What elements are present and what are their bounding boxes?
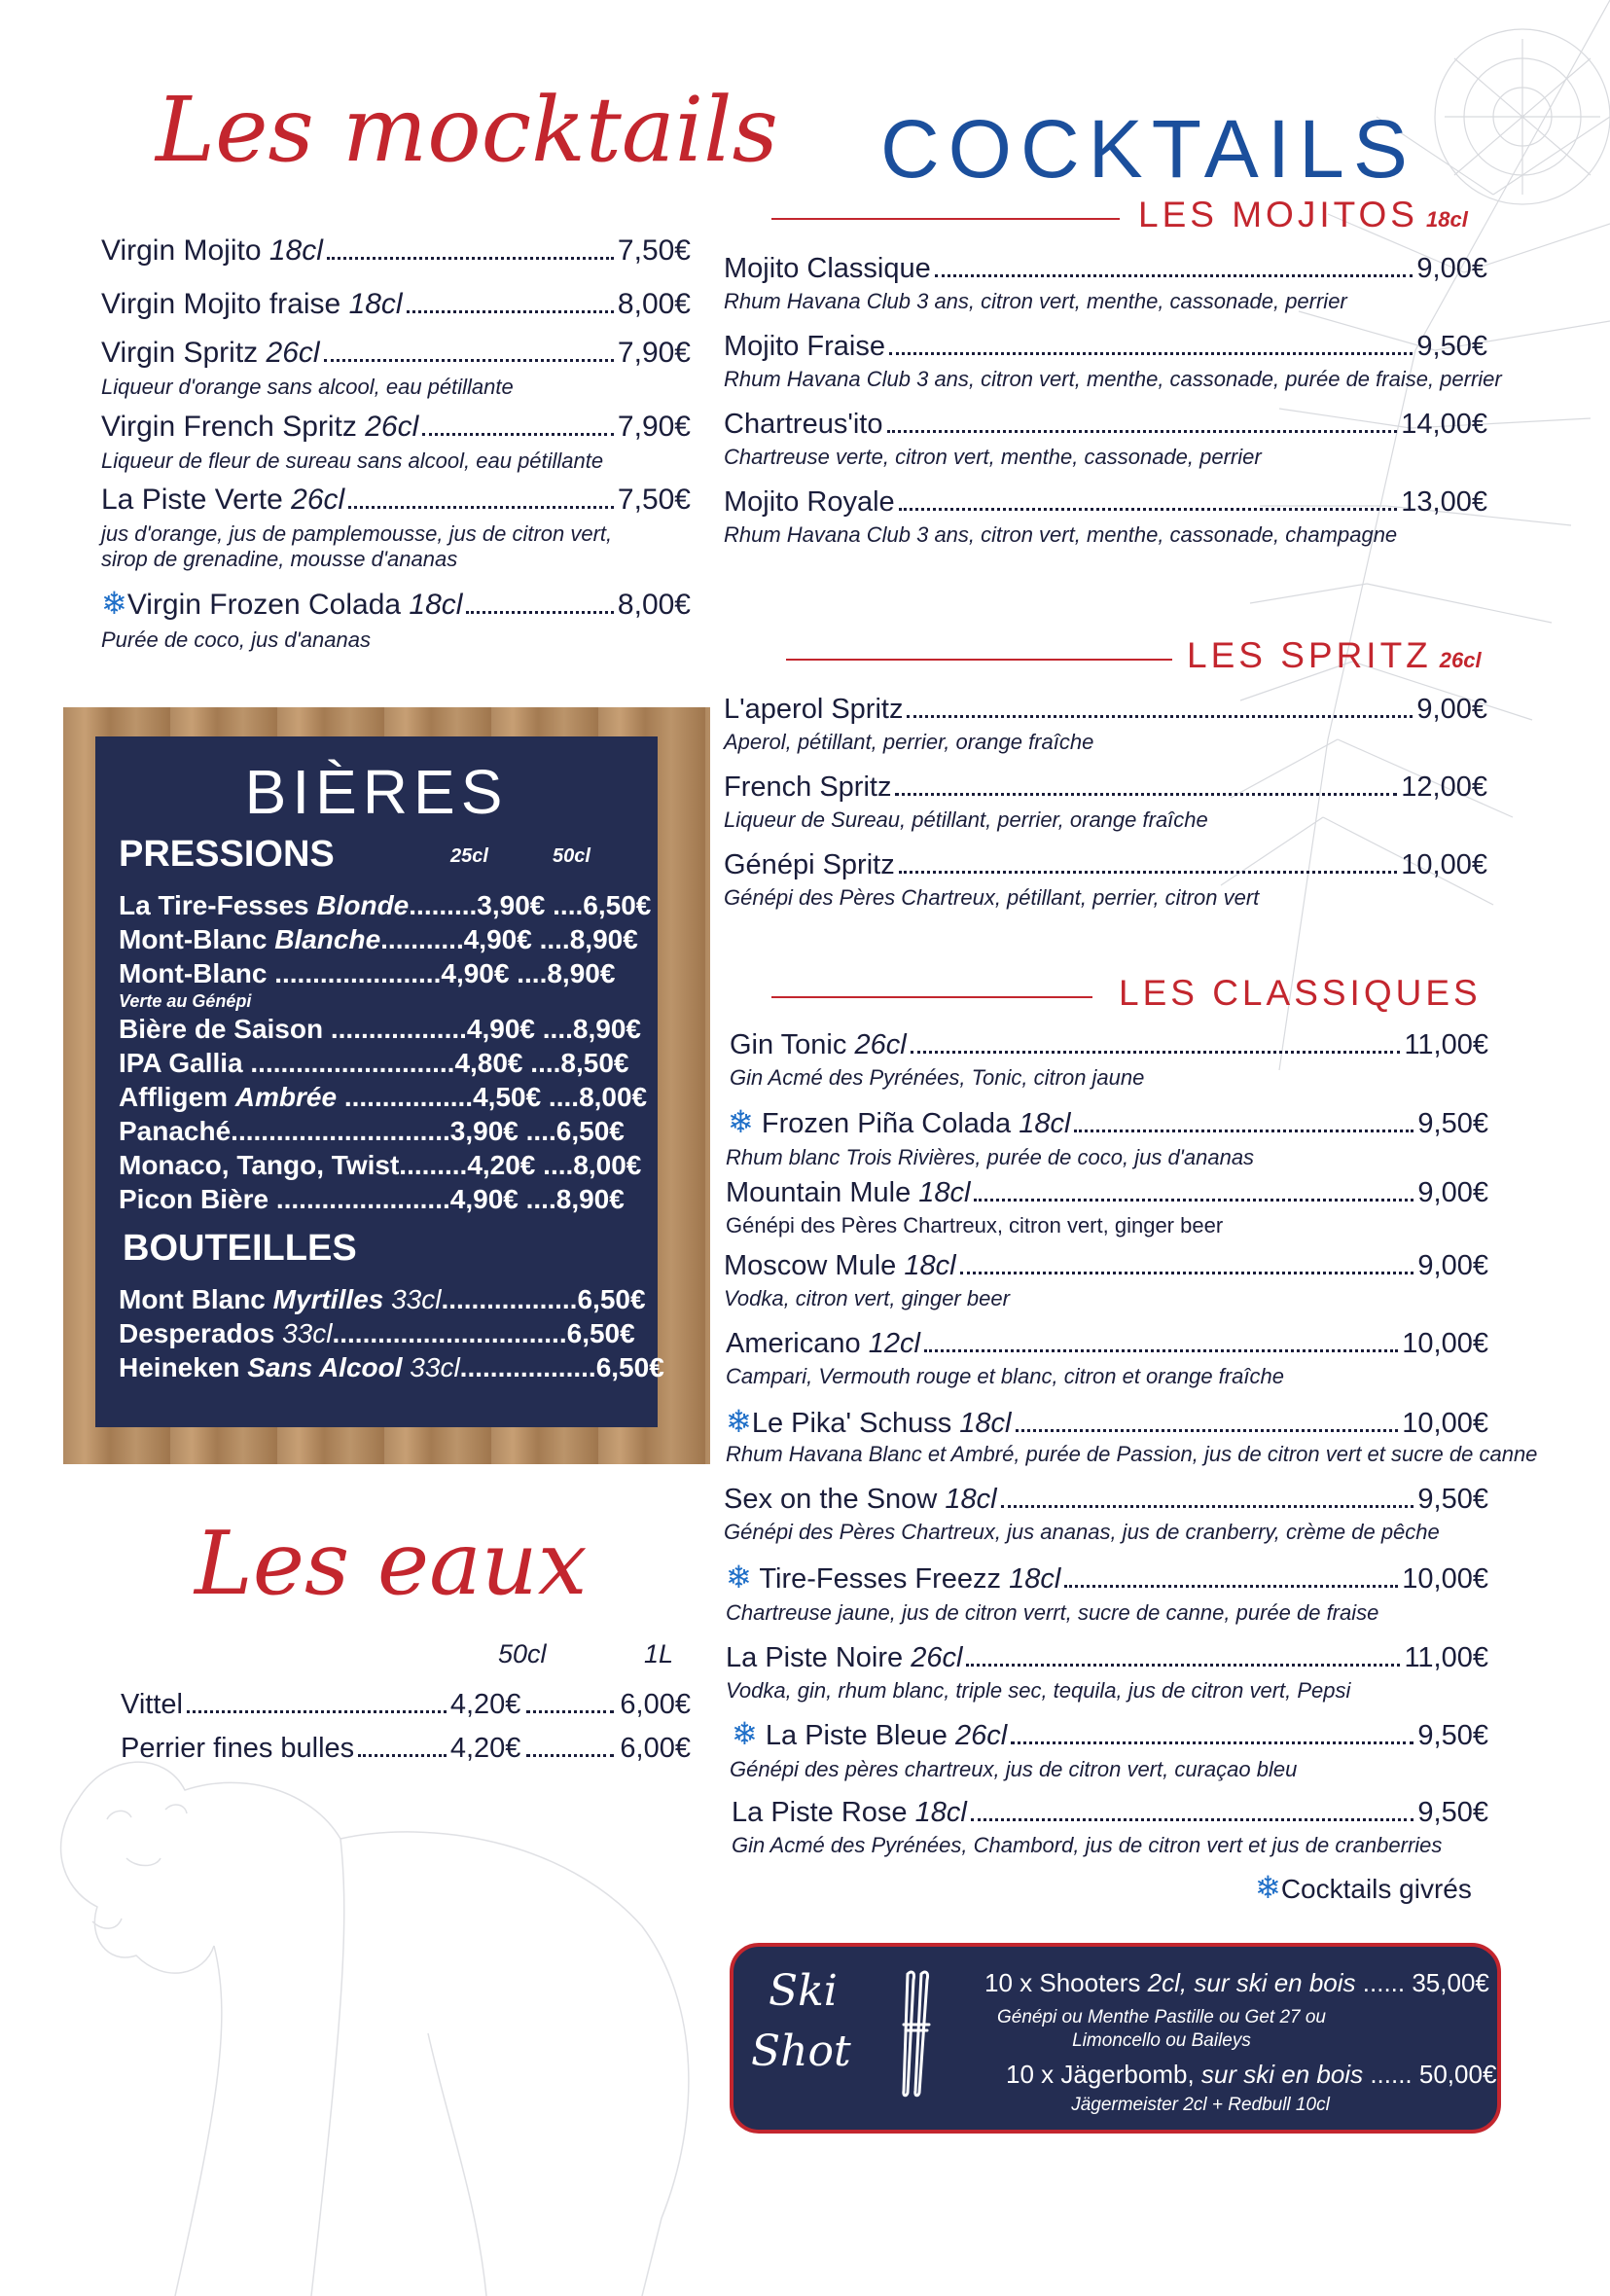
ski-shot-title-1: Ski: [769, 1966, 838, 2016]
list-item: Moscow Mule 18cl 9,00€: [724, 1250, 1488, 1281]
list-item: Génépi Spritz 10,00€: [724, 849, 1487, 880]
item-description: Rhum Havana Club 3 ans, citron vert, menthe, cassonade, purée de fraise, perrier: [724, 367, 1502, 391]
section-title-spritz: LES SPRITZ 26cl: [1187, 635, 1482, 675]
bear-illustration: [19, 1712, 720, 2296]
item-description: Rhum Havana Club 3 ans, citron vert, menthe, cassonade, champagne: [724, 522, 1398, 547]
list-item: Mountain Mule 18cl 9,00€: [726, 1177, 1488, 1208]
list-item: Mojito Classique 9,00€: [724, 253, 1487, 284]
divider: [771, 218, 1120, 220]
shooters-desc: Limoncello ou Baileys: [1072, 2030, 1251, 2051]
list-item: Mojito Royale 13,00€: [724, 486, 1487, 518]
list-item: Perrier fines bulles 4,20€ 6,00€: [121, 1733, 691, 1764]
beer-row: IPA Gallia ...........................4,80€ ....8,50€: [119, 1048, 629, 1078]
item-description: Liqueur d'orange sans alcool, eau pétillante: [101, 375, 514, 399]
beer-row: Desperados 33cl...............................6,50€: [119, 1318, 635, 1348]
jager-desc: Jägermeister 2cl + Redbull 10cl: [1071, 2095, 1330, 2115]
item-description: Aperol, pétillant, perrier, orange fraîche: [724, 730, 1094, 754]
item-description: Vodka, citron vert, ginger beer: [724, 1286, 1010, 1310]
col-25cl: 25cl: [450, 845, 488, 867]
beer-row: Monaco, Tango, Twist.........4,20€ ....8,00€: [119, 1150, 642, 1180]
snowflake-icon: ❄: [728, 1104, 754, 1139]
item-description: Chartreuse verte, citron vert, menthe, cassonade, perrier: [724, 445, 1262, 469]
list-item: La Piste Noire 26cl 11,00€: [726, 1642, 1488, 1673]
list-item: Americano 12cl 10,00€: [726, 1328, 1488, 1359]
list-item: Virgin Spritz 26cl 7,90€: [101, 337, 691, 369]
beer-row: Heineken Sans Alcool 33cl..................6,50€: [119, 1352, 664, 1382]
beer-row: Mont-Blanc Blanche...........4,90€ ....8,90€: [119, 924, 638, 954]
jager-line: 10 x Jägerbomb, sur ski en bois ...... 50,00€: [1006, 2060, 1497, 2089]
item-description: Génépi des Pères Chartreux, citron vert, ginger beer: [726, 1213, 1224, 1238]
item-description: Purée de coco, jus d'ananas: [101, 628, 371, 652]
list-item: Gin Tonic 26cl 11,00€: [730, 1029, 1488, 1060]
list-item: French Spritz 12,00€: [724, 771, 1487, 803]
beer-row: Affligem Ambrée .................4,50€ ....8,00€: [119, 1082, 648, 1112]
beer-title: BIÈRES: [244, 757, 509, 827]
col-50cl: 50cl: [498, 1639, 547, 1668]
list-item: Virgin Mojito fraise 18cl 8,00€: [101, 288, 691, 320]
beer-row: Picon Bière .......................4,90€ ....8,90€: [119, 1184, 625, 1214]
pressions-heading: PRESSIONS: [119, 834, 335, 875]
list-item: ❄ Frozen Piña Colada 18cl 9,50€: [728, 1104, 1488, 1139]
frozen-legend: ❄Cocktails givrés: [1255, 1870, 1472, 1905]
beer-row: Mont Blanc Myrtilles 33cl..................6,50€: [119, 1284, 646, 1314]
shooters-desc: Génépi ou Menthe Pastille ou Get 27 ou: [996, 2007, 1326, 2027]
divider: [771, 996, 1092, 998]
beer-row: Panaché.............................3,90€ ....6,50€: [119, 1116, 625, 1146]
snowflake-icon: ❄: [726, 1404, 752, 1439]
ski-shot-box: [730, 1943, 1501, 2134]
snowflake-icon: ❄: [732, 1716, 758, 1751]
col-1l: 1L: [644, 1639, 674, 1668]
cocktails-title: COCKTAILS: [880, 103, 1416, 195]
list-item: Vittel 4,20€ 6,00€: [121, 1689, 691, 1720]
list-item: Virgin French Spritz 26cl 7,90€: [101, 411, 691, 443]
beer-board: [95, 736, 664, 1427]
mocktails-title: Les mocktails: [156, 78, 778, 182]
item-description: Génépi des Pères Chartreux, pétillant, perrier, citron vert: [724, 885, 1260, 910]
list-item: Chartreus'ito 14,00€: [724, 409, 1487, 440]
beer-row: Bière de Saison ..................4,90€ ....8,90€: [119, 1014, 641, 1044]
shooters-line: 10 x Shooters 2cl, sur ski en bois ...... 35,00€: [984, 1968, 1489, 1997]
item-description: Liqueur de fleur de sureau sans alcool, eau pétillante: [101, 448, 604, 473]
list-item: ❄ La Piste Bleue 26cl 9,50€: [732, 1716, 1488, 1751]
item-description: Chartreuse jaune, jus de citron verrt, sucre de canne, purée de fraise: [726, 1600, 1379, 1625]
beer-row: Mont-Blanc ......................4,90€ ....8,90€: [119, 958, 616, 988]
item-description: Rhum Havana Club 3 ans, citron vert, menthe, cassonade, perrier: [724, 289, 1347, 313]
item-description: Génépi des Pères Chartreux, jus ananas, jus de cranberry, crème de pêche: [724, 1520, 1440, 1544]
item-description: jus d'orange, jus de pamplemousse, jus de citron vert,: [101, 521, 613, 546]
list-item: Mojito Fraise 9,50€: [724, 331, 1487, 362]
eaux-title: Les eaux: [195, 1513, 588, 1615]
ski-shot-title-2: Shot: [751, 2027, 851, 2076]
snowflake-icon: ❄: [726, 1560, 752, 1595]
beer-note: Verte au Génépi: [119, 991, 252, 1011]
list-item: Sex on the Snow 18cl 9,50€: [724, 1484, 1488, 1515]
item-description: Rhum blanc Trois Rivières, purée de coco, jus d'ananas: [726, 1145, 1255, 1169]
list-item: ❄Virgin Frozen Colada 18cl 8,00€: [101, 586, 691, 621]
item-description: Génépi des pères chartreux, jus de citron vert, curaçao bleu: [730, 1757, 1298, 1781]
list-item: ❄Le Pika' Schuss 18cl 10,00€: [726, 1404, 1488, 1439]
col-50cl: 50cl: [553, 845, 590, 867]
list-item: Virgin Mojito 18cl 7,50€: [101, 234, 691, 267]
beer-row: La Tire-Fesses Blonde.........3,90€ ....6,50€: [119, 890, 652, 920]
list-item: ❄ Tire-Fesses Freezz 18cl 10,00€: [726, 1560, 1488, 1595]
item-description: Gin Acmé des Pyrénées, Tonic, citron jaune: [730, 1065, 1145, 1090]
list-item: L'aperol Spritz 9,00€: [724, 694, 1487, 725]
snowflake-icon: ❄: [101, 586, 127, 621]
section-title-mojitos: LES MOJITOS 18cl: [1138, 195, 1468, 234]
bouteilles-heading: BOUTEILLES: [123, 1228, 357, 1269]
item-description: Rhum Havana Blanc et Ambré, purée de Passion, jus de citron vert et sucre de canne: [726, 1442, 1538, 1466]
item-description: sirop de grenadine, mousse d'ananas: [101, 547, 458, 571]
divider: [786, 659, 1172, 661]
list-item: La Piste Verte 26cl 7,50€: [101, 484, 691, 516]
list-item: La Piste Rose 18cl 9,50€: [732, 1797, 1488, 1828]
ski-icon: [894, 1966, 933, 2102]
item-description: Campari, Vermouth rouge et blanc, citron et orange fraîche: [726, 1364, 1284, 1388]
item-description: Liqueur de Sureau, pétillant, perrier, orange fraîche: [724, 807, 1208, 832]
item-description: Vodka, gin, rhum blanc, triple sec, tequila, jus de citron vert, Pepsi: [726, 1678, 1351, 1703]
snowflake-icon: ❄: [1255, 1870, 1281, 1905]
item-description: Gin Acmé des Pyrénées, Chambord, jus de citron vert et jus de cranberries: [732, 1833, 1443, 1857]
section-title-classiques: LES CLASSIQUES: [1119, 973, 1482, 1013]
